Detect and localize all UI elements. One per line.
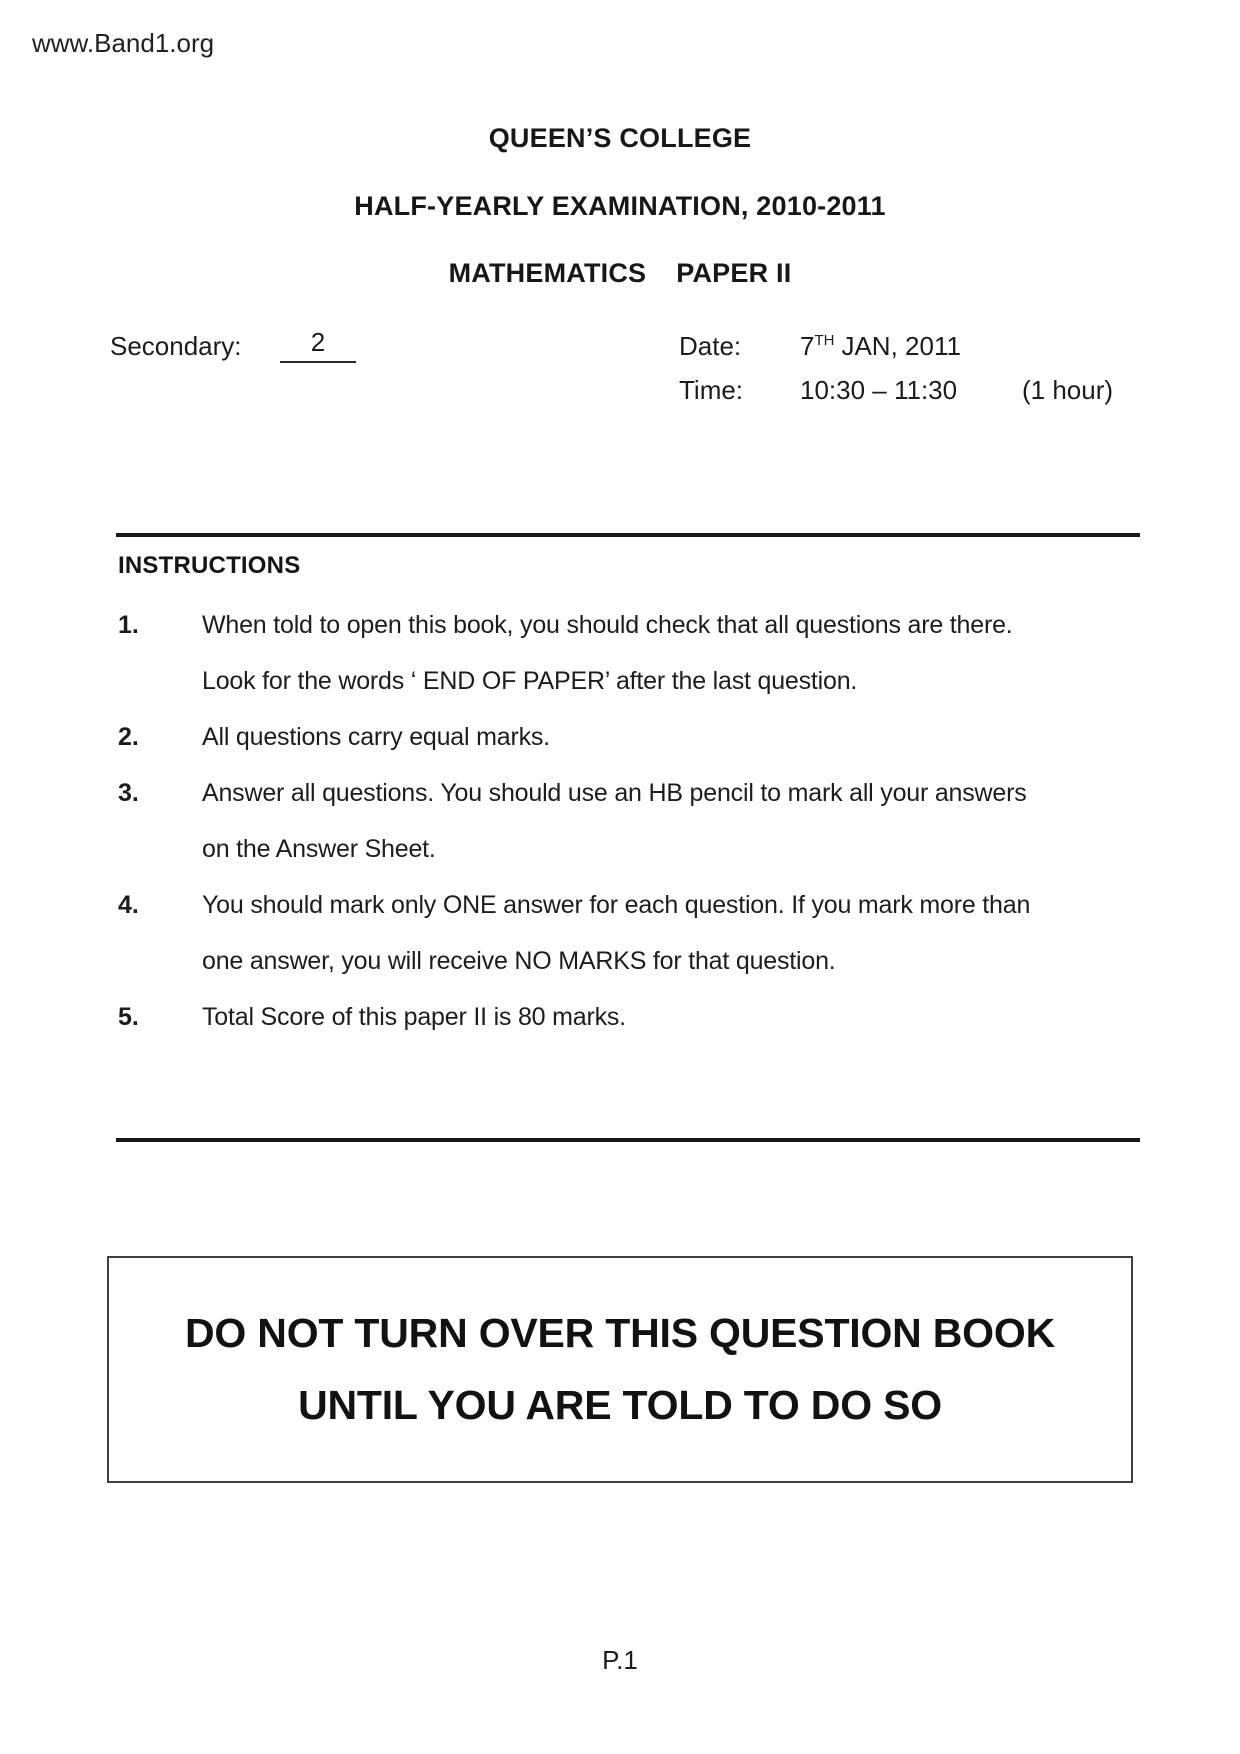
school-name: QUEEN’S COLLEGE xyxy=(488,123,752,153)
instruction-line: Total Score of this paper II is 80 marks. xyxy=(202,1002,626,1031)
paper-number: PAPER II xyxy=(676,258,792,288)
instruction-line: When told to open this book, you should check that all questions are there. xyxy=(202,610,1013,639)
instruction-item-1 xyxy=(0,597,1240,709)
horizontal-rule-bottom xyxy=(116,1138,1140,1142)
horizontal-rule-top xyxy=(116,533,1140,537)
instruction-number: 4. xyxy=(118,890,139,919)
time-label: Time: xyxy=(679,375,744,405)
date-ordinal: TH xyxy=(814,332,835,349)
instruction-number: 3. xyxy=(118,778,139,807)
instruction-item-5 xyxy=(0,989,1240,1045)
date-day: 7 xyxy=(800,331,815,361)
instruction-line: All questions carry equal marks. xyxy=(202,722,550,751)
instruction-item-4 xyxy=(0,877,1240,989)
duration-value: (1 hour) xyxy=(1022,375,1114,405)
instructions-heading: INSTRUCTIONS xyxy=(118,552,301,579)
instruction-item-3 xyxy=(0,765,1240,877)
instruction-line: You should mark only ONE answer for each question. If you mark more than xyxy=(202,890,1031,919)
date-rest: JAN, 2011 xyxy=(841,331,961,361)
instruction-line: Look for the words ‘ END OF PAPER’ after the last question. xyxy=(202,666,858,695)
notice-line-2: UNTIL YOU ARE TOLD TO DO SO xyxy=(298,1382,942,1428)
date-value xyxy=(800,331,961,366)
subject-name: MATHEMATICS xyxy=(448,258,647,288)
watermark-url: www.Band1.org xyxy=(32,28,215,58)
subject-line xyxy=(0,258,1240,289)
instruction-line: Answer all questions. You should use an HB pencil to mark all your answers xyxy=(202,778,1027,807)
date-label: Date: xyxy=(679,331,742,361)
secondary-value-underlined: 2 xyxy=(280,327,356,363)
instruction-number: 5. xyxy=(118,1002,139,1031)
time-value: 10:30 – 11:30 xyxy=(800,375,958,405)
do-not-turn-over-notice-box xyxy=(107,1256,1133,1483)
instruction-number: 1. xyxy=(118,610,139,639)
instruction-number: 2. xyxy=(118,722,139,751)
notice-line-1: DO NOT TURN OVER THIS QUESTION BOOK xyxy=(185,1310,1055,1356)
instruction-item-2 xyxy=(0,709,1240,765)
instruction-line: one answer, you will receive NO MARKS for that question. xyxy=(202,946,836,975)
exam-title: HALF-YEARLY EXAMINATION, 2010-2011 xyxy=(354,191,886,221)
page-number: P.1 xyxy=(602,1645,638,1675)
secondary-label: Secondary: xyxy=(110,331,242,361)
instructions-list xyxy=(0,597,1240,1045)
instruction-line: on the Answer Sheet. xyxy=(202,834,436,863)
